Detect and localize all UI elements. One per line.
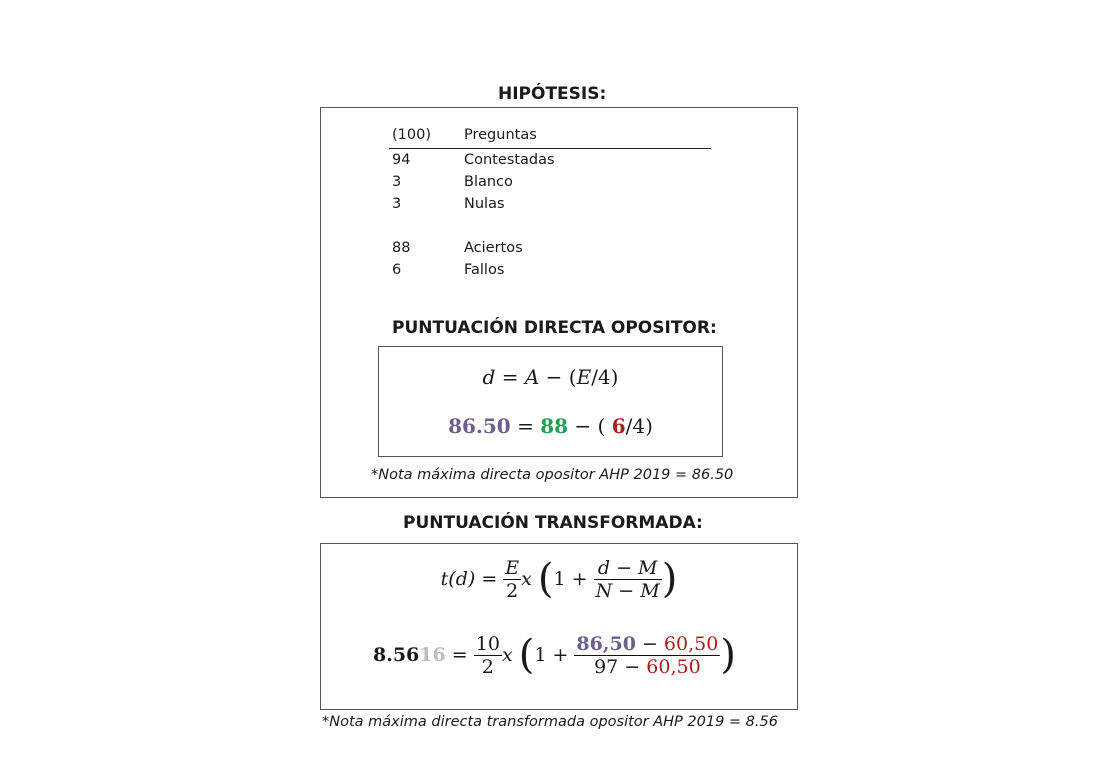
- row-label: Nulas: [464, 196, 505, 212]
- header-label: Preguntas: [464, 127, 537, 143]
- table-header: [392, 125, 692, 145]
- hypothesis-box: [320, 107, 798, 498]
- transformed-example: 8.5616 = $\frac{10}{2}$ x (1 + $\frac{86,50 - 60,50}{97 - 60,50}$ ): [373, 632, 736, 678]
- row-count: 94: [392, 152, 411, 168]
- row-count: 6: [392, 262, 402, 278]
- row-count: 3: [392, 174, 402, 190]
- row-count: 88: [392, 240, 411, 256]
- row-label: Contestadas: [464, 152, 555, 168]
- transformed-formula-box: [320, 543, 798, 710]
- direct-formula: d = A − (E/4): [482, 365, 619, 389]
- row-count: 3: [392, 196, 402, 212]
- aciertos-value: 88: [540, 414, 569, 438]
- transformed-result-value: 8.56: [373, 644, 420, 666]
- example-fraction-10-2: $\frac{10}{2}$: [475, 632, 500, 678]
- direct-result-value: 86.50: [448, 414, 511, 438]
- fallos-value: 6: [611, 414, 626, 438]
- hypothesis-title: HIPÓTESIS:: [498, 84, 607, 104]
- formula-fraction-e2: $\frac{E}{2}$: [505, 556, 520, 602]
- direct-score-title: PUNTUACIÓN DIRECTA OPOSITOR:: [392, 318, 717, 338]
- transformed-result-tail: 16: [419, 644, 446, 666]
- transformed-formula: t(d) = $\frac{E}{2}$ x (1 + $\frac{d - M}{N - M}$ ): [440, 556, 678, 602]
- header-count: (100): [392, 127, 431, 143]
- transformed-note: *Nota máxima directa transformada opositor AHP 2019 = 8.56: [322, 714, 778, 730]
- row-label: Fallos: [464, 262, 505, 278]
- example-fraction-scores: $\frac{86,50 - 60,50}{97 - 60,50}$: [576, 632, 719, 678]
- transformed-score-title: PUNTUACIÓN TRANSFORMADA:: [403, 513, 703, 533]
- table-header-rule: [389, 148, 711, 149]
- direct-formula-box: [378, 346, 723, 457]
- direct-note: *Nota máxima directa opositor AHP 2019 = 86.50: [371, 467, 734, 483]
- direct-example: 86.50 = 88 − ( 6/4): [448, 414, 653, 438]
- row-label: Blanco: [464, 174, 513, 190]
- row-label: Aciertos: [464, 240, 523, 256]
- formula-fraction-dm: $\frac{d - M}{N - M}$: [595, 556, 660, 602]
